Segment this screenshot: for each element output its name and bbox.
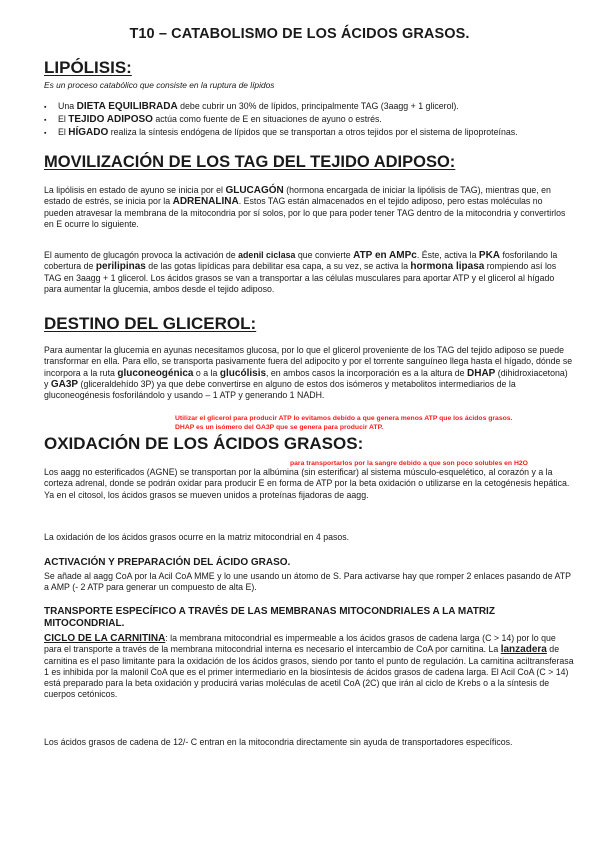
bullet-text: actúa como fuente de E en situaciones de ayuno o estrés.	[152, 114, 382, 124]
heading-movilizacion: MOVILIZACIÓN DE LOS TAG DEL TEJIDO ADIPOSO:	[44, 153, 456, 171]
heading-lipolisis: LIPÓLISIS:	[44, 58, 132, 77]
activacion-paragraph: Se añade al aagg CoA por la Acil CoA MME y lo une usando un átomo de S. Para activarse hay que romper 2 enlaces pasando de ATP a AMP (- 2 ATP para generar un compuesto de alta E).	[44, 571, 571, 593]
text-run: o a la	[193, 367, 220, 378]
heading-destino-glicerol: DESTINO DEL GLICEROL:	[44, 314, 257, 333]
bullet-text: El	[58, 127, 69, 137]
text-run: de las gotas lipídicas para debilitar esa capa, a su vez, se activa la	[145, 261, 411, 272]
text-run: de carnitina es el paso limitante para la oxidación de los ácidos grasos, siendo por tanto el punto de regulación. La carnitina aciltransferasa 1 es inhibida por la malonil CoA que es el primer intermediario en la biosíntesis de ácidos grasos de cadena larga. El Acil CoA (C > 14) está preparado para la beta oxidación y producirá varias moléculas de acetil CoA (2C) que irán al ciclo de Krebs o a la síntesis de cuerpos cetónicos.	[44, 644, 574, 700]
bold-run: DHAP	[467, 367, 496, 379]
annotation-glicerol-atp: Utilizar el glicerol para producir ATP lo evitamos debido a que genera menos ATP que los ácidos grasos.	[175, 415, 513, 422]
text-run: El aumento de glucagón provoca la activación de	[44, 250, 239, 260]
text-run: . Estos TAG están almacenados en el tejido adiposo, pero estas moléculas no pueden atravesar la membrana de la mitocondria por sí solos, por lo que para poder tener TAG dentro de la mitocondria y convertirlos en E ocurre lo siguiente.	[44, 196, 566, 229]
text-run: (dihidroxiacetona) y	[44, 367, 568, 389]
bold-run: perilipinas	[95, 261, 146, 273]
bullet-dieta	[44, 101, 584, 113]
bullet-icon: ▪	[44, 104, 47, 111]
ciclo-carnitina-label: CICLO DE LA CARNITINA	[44, 633, 166, 644]
bullet-text: Una	[58, 101, 77, 111]
text-run: rompiendo así los TAG en 3aagg + 1 glicerol. Los ácidos grasos se van a transportar a las células musculares para aportar ATP y el glicerol al hígado para aumentar la glucemia, ambos desde el tejido adiposo.	[44, 261, 557, 294]
ciclo-carnitina-paragraph	[44, 633, 574, 701]
bold-run: ADRENALINA	[172, 196, 239, 208]
heading-activacion: ACTIVACIÓN Y PREPARACIÓN DEL ÁCIDO GRASO.	[44, 557, 291, 568]
text-run: (gliceraldehído 3P) ya que debe convertirse en alguno de estos dos isómeros y metabolitos intermediarios de la gluconeogénesis fosforilándolo y usando – 1 ATP y generando 1 NADH.	[44, 378, 516, 401]
oxidacion-paragraph-1: Los aagg no esterificados (AGNE) se transportan por la albúmina (sin esterificar) al sistema músculo-esquelético, al corazón y a la corteza adrenal, donde se podrán oxidar para producir E en forma de ATP por la beta oxidación o utilizarse en la cetogénesis hepática. Ya en el citosol, los ácidos grasos se mueven unidos a proteínas fijadoras de aagg.	[44, 467, 570, 500]
annotation-dhap: DHAP es un isómero del GA3P que se genera para producir ATP.	[175, 424, 384, 431]
bold-run: glucólisis	[219, 367, 267, 379]
heading-oxidacion: OXIDACIÓN DE LOS ÁCIDOS GRASOS:	[44, 434, 364, 453]
text-run: : la membrana mitocondrial es impermeable a los ácidos grasos de cadena larga (C > 14) por lo que para el transporte a través de la membrana mitocondrial interna es necesario el intercambio de CoA por carnitina. La	[44, 633, 556, 655]
oxidacion-paragraph-2: La oxidación de los ácidos grasos ocurre en la matriz mitocondrial en 4 pasos.	[44, 532, 350, 542]
bold-run: lanzadera	[500, 644, 547, 656]
bold-run: gluconeogénica	[117, 367, 194, 379]
bold-run: adenil ciclasa	[238, 250, 296, 260]
text-run: . Éste, activa la	[416, 250, 479, 260]
bullet-bold: TEJIDO ADIPOSO	[68, 114, 153, 125]
annotation-transporte-sangre: para transportarlos por la sangre debido a que son poco solubles en H2O	[290, 460, 528, 467]
destino-paragraph	[44, 345, 574, 401]
bullet-bold: DIETA EQUILIBRADA	[76, 101, 178, 112]
text-run: fosforilando la cobertura de	[44, 250, 558, 272]
bold-run: PKA	[478, 250, 501, 261]
movilizacion-paragraph-2	[44, 250, 574, 295]
lipolisis-subtitle: Es un proceso catabólico que consiste en la ruptura de lípidos	[44, 80, 275, 90]
bullet-text: El	[58, 114, 69, 124]
bullet-higado	[44, 127, 584, 139]
bullet-icon: ▪	[44, 117, 47, 124]
bullet-bold: HÍGADO	[68, 127, 109, 138]
text-run: (hormona encargada de iniciar la lipólisis de TAG), mientras que, en estado de estrés, se inicia por la	[44, 185, 551, 207]
bullet-icon: ▪	[44, 130, 47, 137]
bold-run: GA3P	[50, 378, 79, 390]
bullet-text: debe cubrir un 30% de lípidos, principalmente TAG (3aagg + 1 glicerol).	[177, 101, 459, 111]
document-title: T10 – CATABOLISMO DE LOS ÁCIDOS GRASOS.	[129, 26, 470, 42]
text-run: que convierte	[295, 250, 354, 260]
bold-run: ATP en AMPc	[353, 250, 417, 261]
bold-run: hormona lipasa	[410, 261, 485, 273]
heading-transporte: TRANSPORTE ESPECÍFICO A TRAVÉS DE LAS MEMBRANAS MITOCONDRIALES A LA MATRIZ MITOCONDRIAL.	[44, 606, 495, 629]
movilizacion-paragraph-1	[44, 185, 574, 230]
bullet-text: realiza la síntesis endógena de lípidos que se transportan a otros tejidos por el sistema de lipoproteínas.	[108, 127, 518, 137]
text-run: , en ambos casos la incorporación es a la altura de	[266, 367, 468, 378]
bold-run: GLUCAGÓN	[225, 185, 284, 196]
text-run: La lipólisis en estado de ayuno se inicia por el	[44, 185, 226, 195]
oxidacion-paragraph-3: Los ácidos grasos de cadena de 12/- C entran en la mitocondria directamente sin ayuda de transportadores específicos.	[44, 737, 513, 747]
bullet-tejido	[44, 114, 584, 126]
text-run: Para aumentar la glucemia en ayunas necesitamos glucosa, por lo que el glicerol proveniente de los TAG del tejido adiposo se puede transformar en ella. Para ello, se transporta pasivamente fuera del adipocito y por el torrente sanguíneo llega hasta el hígado, dónde se incorpora a la ruta	[44, 345, 573, 378]
